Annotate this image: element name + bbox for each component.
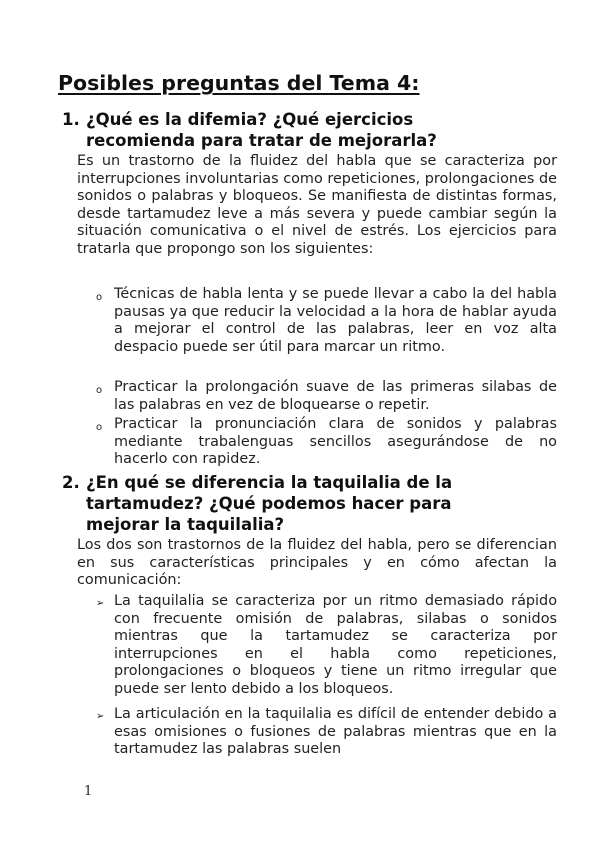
question-1-text: ¿Qué es la difemia? ¿Qué ejercicios recomienda para tratar de mejorarla?: [86, 110, 437, 150]
question-2-text: ¿En qué se diferencia la taquilalia de la tartamudez? ¿Qué podemos hacer para mejorar la taquilalia?: [86, 473, 453, 534]
question-1-answer: Es un trastorno de la fluidez del habla que se caracteriza por interrupciones involuntarias como repeticiones, prolongaciones de sonidos o palabras y bloqueos. Se manifiesta de distintas formas, desde tartamudez leve a más severa y puede cambiar según la situación comunicativa o el nivel de estrés. Los ejercicios para tratarla que propongo son los siguientes:: [77, 153, 557, 257]
question-2-number: 2.: [62, 473, 80, 492]
question-1-number: 1.: [62, 110, 80, 129]
page-title: Posibles preguntas del Tema 4:: [58, 71, 420, 95]
list-item-text: Practicar la prolongación suave de las primeras silabas de las palabras en vez de bloquearse o repetir.: [114, 379, 557, 413]
list-item-text: La taquilalia se caracteriza por un ritmo demasiado rápido con frecuente omisión de palabras, silabas o sonidos mientras que la tartamudez se caracteriza por interrupciones en el habla como repeticiones, prolongaciones o bloqueos y tiene un ritmo irregular que puede ser lento debido a los bloqueos.: [114, 593, 557, 697]
arrow-bullet-icon: ➢: [96, 598, 105, 609]
arrow-bullet-icon: ➢: [96, 711, 105, 722]
bullet-marker-icon: o: [96, 385, 103, 396]
list-item-text: Practicar la pronunciación clara de sonidos y palabras mediante trabalenguas sencillos asegurándose de no hacerlo con rapidez.: [114, 416, 557, 468]
page-number: 1: [84, 784, 93, 799]
bullet-marker-icon: o: [96, 292, 103, 303]
bullet-marker-icon: o: [96, 422, 103, 433]
list-item-text: Técnicas de habla lenta y se puede llevar a cabo la del habla pausas ya que reducir la velocidad a la hora de hablar ayuda a mejorar el control de las palabras, leer en voz alta despacio puede ser útil para marcar un ritmo.: [114, 286, 557, 355]
question-2-answer: Los dos son trastornos de la fluidez del habla, pero se diferencian en sus características principales y en cómo afectan la comunicación:: [77, 537, 557, 589]
list-item-text: La articulación en la taquilalia es difícil de entender debido a esas omisiones o fusiones de palabras mientras que en la tartamudez las palabras suelen: [114, 706, 557, 758]
